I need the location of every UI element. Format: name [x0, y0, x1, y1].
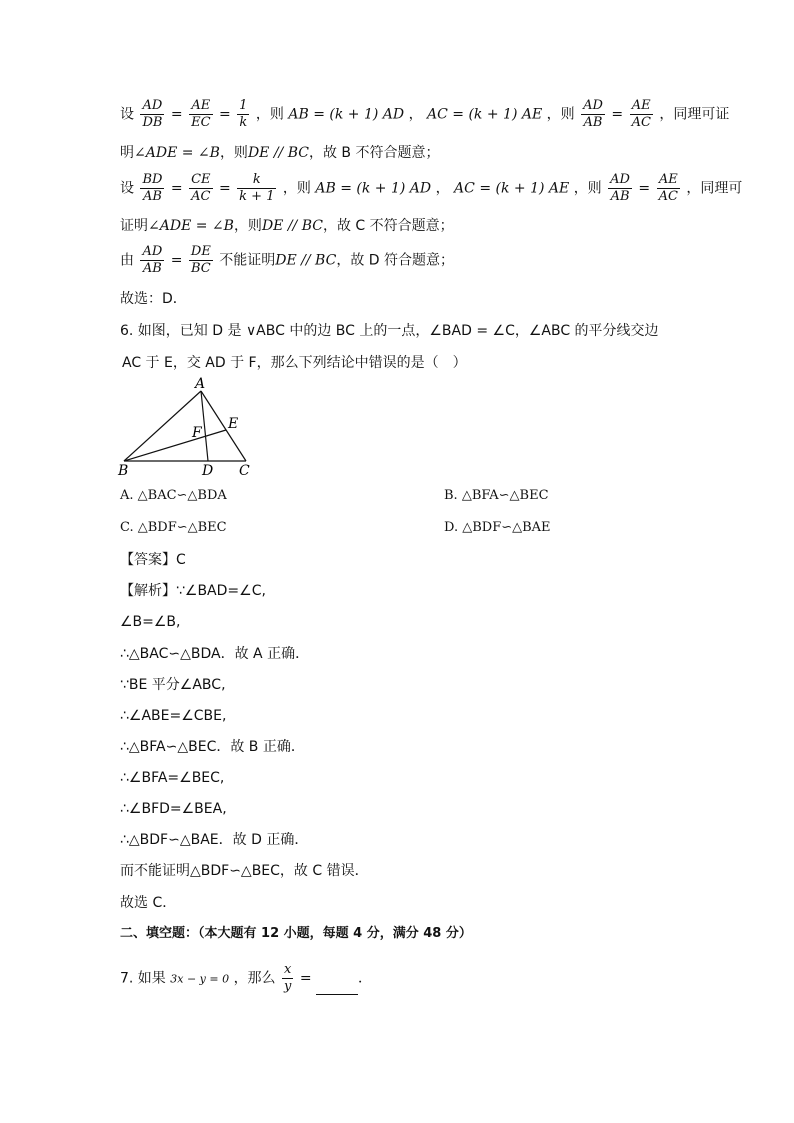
- solution-line-1: [120, 98, 729, 131]
- denominator: AC: [658, 189, 678, 204]
- text: ，则: [282, 180, 311, 197]
- answer-line: 故选：D．: [120, 291, 187, 307]
- denominator: AB: [610, 189, 630, 204]
- fraction-k-k1: [237, 172, 276, 205]
- numerator: AD: [583, 98, 603, 113]
- denominator: y: [284, 979, 292, 994]
- numerator: AE: [657, 172, 680, 189]
- fraction-ae-ac: [657, 172, 680, 205]
- numerator: AD: [140, 98, 164, 115]
- denominator: EC: [191, 115, 211, 130]
- answer-blank[interactable]: [316, 980, 358, 995]
- text: 证明: [120, 218, 148, 234]
- analysis-line-4: ∵BE 平分∠ABC,: [120, 677, 226, 693]
- denominator: AB: [142, 261, 162, 276]
- text: 明: [120, 145, 134, 161]
- fraction-ae-ec: [189, 98, 212, 131]
- numerator: k: [237, 172, 276, 189]
- fraction-ad-db: [140, 98, 164, 131]
- numerator: AE: [189, 98, 212, 115]
- label-d: D: [202, 463, 214, 479]
- label-b: B: [118, 463, 129, 479]
- text: ，同理可: [686, 180, 743, 197]
- analysis-line-8: ∴∠BFD=∠BEA,: [120, 801, 227, 817]
- math: ∠ADE = ∠B: [148, 218, 234, 234]
- analysis-line-6: ∴△BFA∽△BEC．故 B 正确．: [120, 739, 305, 755]
- numerator: x: [282, 962, 293, 979]
- fraction-x-y: [282, 962, 293, 995]
- option-b: B. △BFA∽△BEC: [444, 488, 549, 503]
- text: ，同理可证: [659, 106, 730, 123]
- numerator: BD: [142, 172, 163, 187]
- numerator: AE: [630, 98, 653, 115]
- analysis-line-1: 【解析】∵∠BAD=∠C,: [120, 583, 266, 599]
- equals: =: [638, 180, 651, 197]
- math: ∠ADE = ∠B: [134, 145, 220, 161]
- analysis-line-2: ∠B=∠B,: [120, 614, 181, 630]
- solution-line-5: [120, 244, 454, 277]
- numerator: DE: [190, 244, 211, 259]
- question-6-line-1: 6. 如图，已知 D 是 ∨ABC 中的边 BC 上的一点，∠BAD = ∠C，∠ABC 的平分线交边: [120, 323, 659, 339]
- analysis-line-5: ∴∠ABE=∠CBE,: [120, 708, 227, 724]
- analysis-line-9: ∴△BDF∽△BAE．故 D 正确．: [120, 832, 309, 848]
- analysis-line-7: ∴∠BFA=∠BEC,: [120, 770, 225, 786]
- question-7: [120, 962, 372, 995]
- denominator: AC: [191, 189, 211, 204]
- fraction-ad-ab: [608, 172, 632, 205]
- fraction-ae-ac: [630, 98, 653, 131]
- label-f: F: [192, 425, 202, 441]
- option-d: D. △BDF∽△BAE: [444, 520, 551, 535]
- fraction-ce-ac: [189, 172, 212, 205]
- text: 由: [120, 252, 134, 269]
- denominator: AB: [142, 189, 162, 204]
- text: ，故 C 不符合题意；: [322, 218, 454, 234]
- side-ab: [124, 391, 201, 461]
- text: ．: [358, 970, 373, 987]
- section-heading: 二、填空题：（本大题有 12 小题，每题 4 分，满分 48 分）: [120, 926, 472, 941]
- triangle-figure: [112, 374, 262, 480]
- segment-be: [124, 430, 226, 461]
- label-e: E: [228, 416, 239, 432]
- math: AC = (k + 1) AE: [427, 106, 543, 123]
- numerator: AD: [142, 244, 163, 259]
- fraction-1-k: [237, 98, 249, 131]
- equals: =: [170, 180, 183, 197]
- equals: =: [218, 180, 231, 197]
- equals: =: [170, 252, 183, 269]
- analysis-line-10: 而不能证明△BDF∽△BEC，故 C 错误．: [120, 863, 369, 879]
- math: AB = (k + 1) AD: [315, 180, 432, 197]
- text: 设: [120, 180, 134, 197]
- segment-ad: [201, 391, 208, 461]
- denominator: BC: [190, 261, 211, 276]
- solution-line-2: [120, 143, 440, 163]
- math: DE // BC: [261, 218, 323, 234]
- text: 不能证明: [219, 252, 276, 269]
- denominator: AB: [583, 115, 603, 130]
- text: ，则: [233, 218, 262, 234]
- math: AC = (k + 1) AE: [454, 180, 570, 197]
- text: ，则: [255, 106, 284, 123]
- solution-line-4: [120, 216, 454, 236]
- math: DE // BC: [247, 145, 309, 161]
- equals: =: [170, 106, 183, 123]
- equals: =: [299, 970, 312, 987]
- option-a: A. △BAC∽△BDA: [120, 488, 227, 503]
- label-c: C: [239, 463, 250, 479]
- math: DE // BC: [275, 252, 337, 269]
- text: ，: [435, 180, 450, 197]
- solution-line-3: [120, 172, 742, 205]
- numerator: 1: [239, 98, 248, 113]
- text: ，那么: [233, 970, 276, 987]
- text: 7. 如果: [120, 970, 166, 987]
- denominator: k: [239, 115, 248, 130]
- text: ，故 B 不符合题意；: [308, 145, 440, 161]
- text: ，则: [573, 180, 602, 197]
- question-6-line-2: AC 于 E，交 AD 于 F，那么下列结论中错误的是（ ）: [122, 355, 467, 371]
- fraction-de-bc: [189, 244, 213, 277]
- text: ，故 D 符合题意；: [336, 252, 455, 269]
- numerator: CE: [191, 172, 211, 187]
- denominator: AC: [631, 115, 651, 130]
- option-c: C. △BDF∽△BEC: [120, 520, 227, 535]
- label-a: A: [195, 376, 206, 392]
- text: 设: [120, 106, 134, 123]
- fraction-ad-ab: [581, 98, 605, 131]
- text: ，则: [546, 106, 575, 123]
- analysis-line-11: 故选 C．: [120, 895, 177, 911]
- fraction-bd-ab: [140, 172, 164, 205]
- answer-label: 【答案】C: [120, 552, 186, 568]
- equals: =: [611, 106, 624, 123]
- analysis-line-3: ∴△BAC∽△BDA．故 A 正确．: [120, 646, 310, 662]
- text: ，: [408, 106, 423, 123]
- denominator: k + 1: [239, 189, 275, 204]
- fraction-ad-ab: [140, 244, 164, 277]
- denominator: DB: [142, 115, 163, 130]
- numerator: AD: [610, 172, 630, 187]
- equals: =: [218, 106, 231, 123]
- math: AB = (k + 1) AD: [288, 106, 405, 123]
- text: ，则: [219, 145, 248, 161]
- side-ac: [201, 391, 246, 461]
- math: 3x − y = 0: [170, 972, 230, 986]
